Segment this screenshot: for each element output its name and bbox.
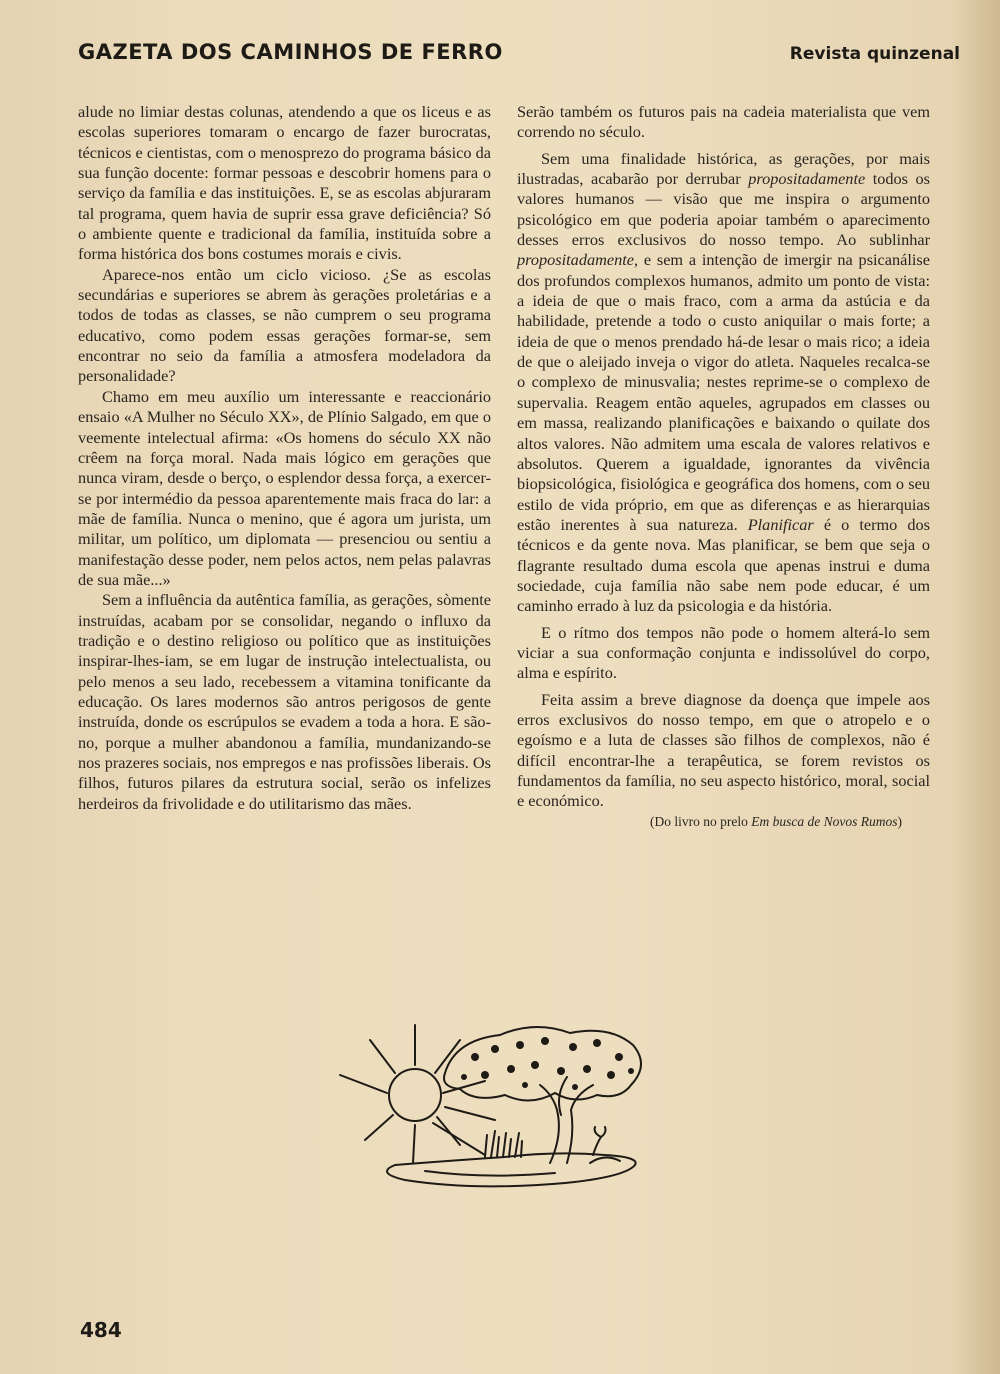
credit-text: (Do livro no prelo [650,813,752,829]
emphasis: propositadamente [748,169,866,189]
left-column [78,102,491,814]
journal-title: GAZETA DOS CAMINHOS DE FERRO [78,40,503,64]
sun-icon [389,1069,441,1121]
emphasis: Planificar [747,514,814,534]
right-paragraph-4: Feita assim a breve diagnose da doença que impele aos erros exclusivos do nosso tempo, em que o atropelo e o egoísmo e a luta de classes são filhos de complexos, não é difícil encontrar-lhe a terapêutica, se forem revistos os fundamentos da família, no seu aspecto histórico, moral, social e económico. [517,689,930,811]
book-title: Em busca de Novos Rumos [751,813,898,829]
page-header [78,40,960,68]
text-run: Sem uma finalidade histórica, as gerações, por mais ilustradas, acabarão por derrubar [517,148,930,189]
book-credit [517,812,930,832]
credit-text: ) [897,813,902,829]
left-paragraph-2: Aparece-nos então um ciclo vicioso. ¿Se as escolas secundárias e superiores se abrem às gerações proletárias e a todos de todas as classes, se não cumprem o seu programa educativo, como podem essas gerações formar-se, sem encontrar no seio da família a atmosfera modeladora da personalidade? [78,264,491,386]
text-run: é o termo dos técnicos e da gente nova. Mas planificar, se bem que seja o flagrante resultado duma escola que apenas instrui e duma sociedade, cuja família não sabe nem pode educar, é um caminho errado à luz da psicologia e da história. [517,514,930,616]
emphasis: propositadamente [517,250,634,270]
right-paragraph-1: Serão também os futuros pais na cadeia materialista que vem correndo no século. [517,102,930,142]
left-paragraph-1: alude no limiar destas colunas, atendendo a que os liceus e as escolas superiores tomaram o encargo de fazer burocratas, técnicos e cientistas, com o menosprezo do programa básico da sua função docente: formar pessoas e descobrir homens para o serviço da família e das instituições. E, se as escolas abjuraram tal programa, quem havia de suprir essa grave deficiência? Só o ambiente quente e tradicional da família, instituída sobre a forma histórica dos bons costumes morais e civis. [78,102,491,264]
left-paragraph-3: Chamo em meu auxílio um interessante e reaccionário ensaio «A Mulher no Século XX», de Plínio Salgado, em que o veemente intelectual afirma: «Os homens do século XX não crêem na força moral. Nada mais lógico em gerações que nunca viram, desde o berço, o esplendor dessa força, a exercer-se por intermédio da pessoa aparentemente mais fraca do lar: a mãe de família. Nunca o menino, que é agora um jurista, um militar, um político, um diplomata — presenciou ou sentiu a manifestação desse poder, nem pelos actos, nem pelas palavras de sua mãe...» [78,386,491,589]
right-paragraph-3: E o rítmo dos tempos não pode o homem alterá-lo sem viciar a sua conformação conjunta e indissolúvel do corpo, alma e espírito. [517,622,930,683]
text-run: , e sem a intenção de imergir na psicanálise dos profundos complexos humanos, admito um ponto de vista: a ideia de que o mais fraco, com a arma da astúcia e da habilidade, pretende a todo o custo aniquilar o mais forte; a ideia de que o menos prendado há-de lesar o mais rico; a ideia de que o aleijado inveja o vigor do atleta. Naqueles recalca-se o complexo de minusvalia; nestes reprime-se o complexo de supervalia. Reagem então aqueles, agrupados em classes ou em massa, realizando planificações e baixando o quilate dos altos valores. Não admitem uma escala de valores relativos e absolutos. Querem a igualdade, ignorantes da vivência biopsicológica, fisiológica e geográfica dos homens, com o seu estilo de vida próprio, em que as diferenças e as hierarquias estão inerentes à sua natureza. [517,250,930,534]
sun-and-tree-illustration [335,1015,655,1195]
right-paragraph-2 [517,149,930,617]
journal-subtitle: Revista quinzenal [789,44,960,64]
left-paragraph-4: Sem a influência da autêntica família, as gerações, sòmente instruídas, acabam por se consolidar, negando o influxo da tradição e o destino religioso ou político que as instituições inspirar-lhes-iam, se em lugar de instrução intelectualista, ou pelo menos a seu lado, recebessem a vitamina tonificante da educação. Os lares modernos são antros perigosos de gente instruída, donde os escrúpulos se evadem a toda a hora. E são-no, porque a mulher abandonou a família, mundanizando-se nos prazeres sociais, nos empregos e nas profissões liberais. Os filhos, futuros pilares da estrutura social, serão os infelizes herdeiros da frivolidade e do utilitarismo das mães. [78,590,491,813]
text-run: todos os valores humanos — visão que me inspira o argumento psicológico em que poderia apoiar também o aparecimento desses erros exclusivos do nosso tempo. Ao sublinhar [517,169,930,250]
page-number: 484 [80,1318,122,1342]
right-column [517,102,930,832]
